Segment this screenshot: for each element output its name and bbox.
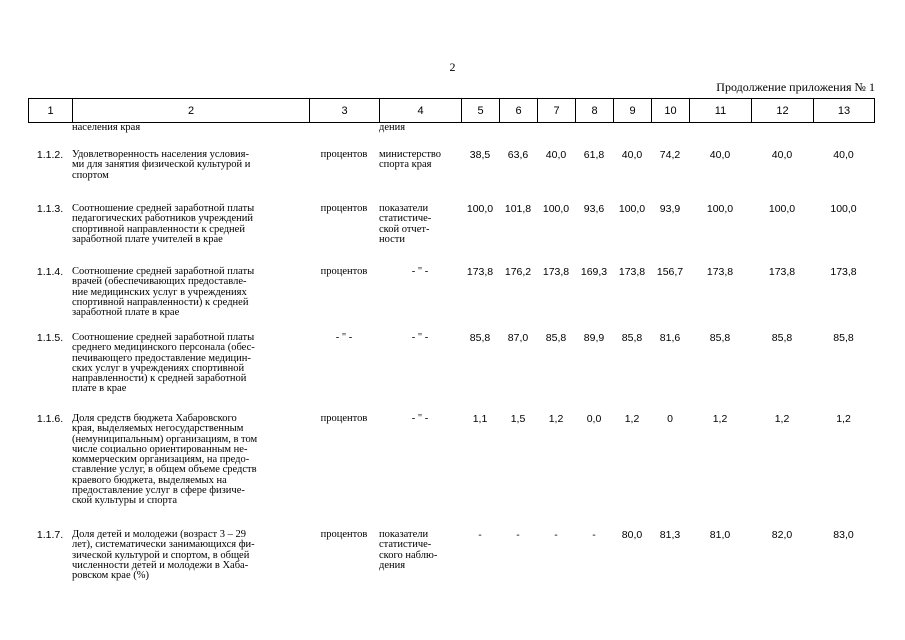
unit-of-measure: - " - xyxy=(335,332,353,343)
unit-of-measure: процентов xyxy=(320,149,368,160)
value-col-9: 173,8 xyxy=(618,266,646,278)
value-col-13: 173,8 xyxy=(830,266,857,278)
value-col-7: 173,8 xyxy=(542,266,570,278)
row-code: 1.1.5. xyxy=(36,332,64,344)
header-col-1: 1 xyxy=(29,99,73,123)
data-source: - " - xyxy=(411,332,429,343)
value-col-13: 40,0 xyxy=(833,149,854,161)
carryover-text: населения края xyxy=(72,122,141,133)
table-row xyxy=(28,414,874,530)
row-code: 1.1.3. xyxy=(36,203,64,215)
unit-of-measure: процентов xyxy=(320,529,368,540)
value-col-9: 40,0 xyxy=(621,149,643,161)
row-code: 1.1.4. xyxy=(36,266,64,278)
value-col-12: 40,0 xyxy=(771,149,793,161)
value-col-8: - xyxy=(592,529,596,541)
value-col-11: 85,8 xyxy=(709,332,731,344)
value-col-12: 85,8 xyxy=(771,332,793,344)
value-col-5: - xyxy=(478,529,482,541)
header-col-11: 11 xyxy=(690,99,752,123)
unit-of-measure: процентов xyxy=(320,203,368,214)
indicator-name: Соотношение средней заработной платы среднего медицинского персонала (обес- печивающего предоставление медицин- ских услуг в учреждениях спортивной направленности) к средней заработной плате в крае xyxy=(72,332,255,395)
row-code: 1.1.2. xyxy=(36,149,64,161)
value-col-6: 63,6 xyxy=(507,149,529,161)
column-number-header xyxy=(28,98,875,123)
value-col-8: 93,6 xyxy=(583,203,605,215)
value-col-6: 87,0 xyxy=(507,332,529,344)
value-col-13: 85,8 xyxy=(833,332,854,344)
value-col-10: 74,2 xyxy=(659,149,681,161)
data-source: министерство спорта края xyxy=(379,149,442,171)
page-number: 2 xyxy=(449,60,456,74)
value-col-6: 101,8 xyxy=(504,203,532,215)
value-col-8: 61,8 xyxy=(583,149,605,161)
value-col-11: 173,8 xyxy=(706,266,734,278)
header-col-2: 2 xyxy=(73,99,310,123)
value-col-11: 1,2 xyxy=(712,413,728,425)
value-col-9: 85,8 xyxy=(621,332,643,344)
unit-of-measure: процентов xyxy=(320,413,368,424)
value-col-10: 93,9 xyxy=(659,203,681,215)
header-col-12: 12 xyxy=(752,99,814,123)
value-col-7: 40,0 xyxy=(545,149,567,161)
value-col-10: 0 xyxy=(667,413,673,425)
header-col-3: 3 xyxy=(310,99,380,123)
value-col-7: - xyxy=(554,529,558,541)
indicator-table xyxy=(28,123,874,600)
value-col-8: 0,0 xyxy=(586,413,602,425)
value-col-10: 156,7 xyxy=(656,266,684,278)
indicator-name: Соотношение средней заработной платы врачей (обеспечивающих предоставле- ние медицинских услуг в учреждениях спортивной направленности) к средней заработной плате в крае xyxy=(72,266,255,319)
header-col-9: 9 xyxy=(614,99,652,123)
header-col-13: 13 xyxy=(814,99,875,123)
table-row xyxy=(28,530,874,600)
value-col-8: 169,3 xyxy=(580,266,608,278)
header-col-7: 7 xyxy=(538,99,576,123)
value-col-12: 1,2 xyxy=(774,413,790,425)
header-col-4: 4 xyxy=(380,99,462,123)
value-col-13: 83,0 xyxy=(833,529,854,541)
data-source: показатели статистиче- ской отчет- ности xyxy=(379,203,432,245)
data-source: - " - xyxy=(411,266,429,277)
header-col-6: 6 xyxy=(500,99,538,123)
value-col-12: 173,8 xyxy=(768,266,796,278)
value-col-9: 80,0 xyxy=(621,529,643,541)
value-col-8: 89,9 xyxy=(583,332,605,344)
continuation-title: Продолжение приложения № 1 xyxy=(716,80,875,94)
unit-of-measure: процентов xyxy=(320,266,368,277)
value-col-5: 85,8 xyxy=(469,332,491,344)
value-col-11: 81,0 xyxy=(709,529,731,541)
header-col-5: 5 xyxy=(462,99,500,123)
value-col-12: 100,0 xyxy=(768,203,796,215)
header-col-8: 8 xyxy=(576,99,614,123)
row-code: 1.1.7. xyxy=(36,529,64,541)
data-source: - " - xyxy=(411,413,429,424)
carryover-row xyxy=(28,123,874,150)
value-col-11: 40,0 xyxy=(709,149,731,161)
value-col-5: 1,1 xyxy=(472,413,488,425)
value-col-5: 173,8 xyxy=(466,266,494,278)
value-col-10: 81,6 xyxy=(659,332,681,344)
indicator-name: Доля детей и молодежи (возраст 3 – 29 лет), систематически занимающихся фи- зической культурой и спортом, в общей численности детей и молодежи в Хаба- ровском крае (%) xyxy=(72,529,255,582)
value-col-6: 176,2 xyxy=(504,266,532,278)
value-col-7: 1,2 xyxy=(548,413,564,425)
table-row xyxy=(28,267,874,333)
table-row xyxy=(28,204,874,267)
value-col-5: 100,0 xyxy=(466,203,494,215)
value-col-11: 100,0 xyxy=(706,203,734,215)
value-col-7: 85,8 xyxy=(545,332,567,344)
table-row xyxy=(28,150,874,204)
value-col-9: 100,0 xyxy=(618,203,646,215)
indicator-name: Доля средств бюджета Хабаровского края, выделяемых негосударственным (немуниципальным) организациям, в том числе социально ориентированным не- коммерческим организациям, на предо- ставление услуг, в общем объеме средств краевого бюджета, выделяемых на предоставление услуг в сфере физиче- ской культуры и спорта xyxy=(72,413,258,507)
value-col-5: 38,5 xyxy=(469,149,491,161)
value-col-6: 1,5 xyxy=(510,413,526,425)
header-col-10: 10 xyxy=(652,99,690,123)
value-col-13: 1,2 xyxy=(836,413,851,425)
value-col-12: 82,0 xyxy=(771,529,793,541)
value-col-6: - xyxy=(516,529,520,541)
indicator-name: Соотношение средней заработной платы педагогических работников учреждений спортивной направленности к средней заработной плате учителей в крае xyxy=(72,203,255,245)
value-col-7: 100,0 xyxy=(542,203,570,215)
value-col-10: 81,3 xyxy=(659,529,681,541)
value-col-9: 1,2 xyxy=(624,413,640,425)
carryover-source: дения xyxy=(379,122,406,133)
indicator-name: Удовлетворенность населения условия- ми для занятия физической культурой и спортом xyxy=(72,149,251,181)
row-code: 1.1.6. xyxy=(36,413,64,425)
value-col-13: 100,0 xyxy=(830,203,857,215)
table-row xyxy=(28,333,874,414)
data-source: показатели статистиче- ского наблю- дения xyxy=(379,529,438,571)
